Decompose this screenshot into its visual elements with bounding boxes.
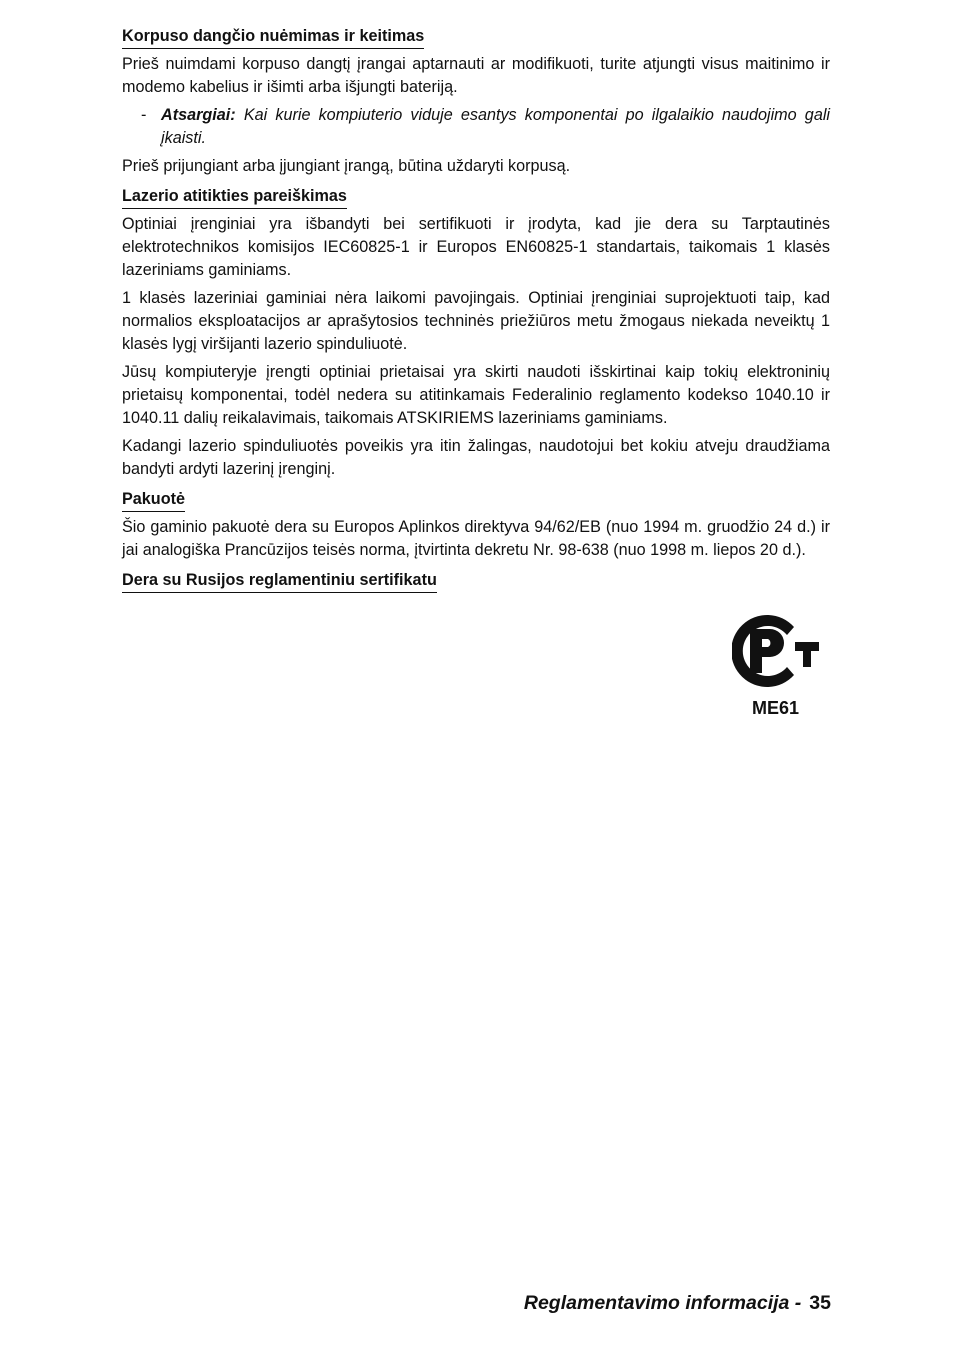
note-dash: -	[141, 106, 147, 124]
body-paragraph: Prieš prijungiant arba įjungiant įrangą, būtina uždaryti korpusą.	[122, 157, 571, 175]
body-paragraph: Jūsų kompiuteryje įrengti optiniai prietaisai yra skirti naudoti išskirtinai kaip tokių elektroninių prietaisų komponentai, todėl nedera su atitinkamais Federalinio reglamento kodekso 1040.10 ir 1040.11 dalių reikalavimais, taikomais ATSKIRIEMS lazeriniams gaminiams.	[122, 363, 830, 427]
section-heading-wrap	[122, 568, 830, 593]
section-heading-wrap	[122, 184, 830, 209]
body-paragraph: Kadangi lazerio spinduliuotės poveikis yra itin žalingas, naudotojui bet kokiu atveju draudžiama bandyti ardyti lazerinį įrenginį.	[122, 437, 830, 478]
section-heading: Lazerio atitikties pareiškimas	[122, 184, 347, 209]
note-text: Kai kurie kompiuterio viduje esantys komponentai po ilgalaikio naudojimo gali įkaisti.	[161, 106, 831, 147]
page-content	[122, 24, 830, 597]
caution-note	[122, 104, 830, 150]
section-heading: Korpuso dangčio nuėmimas ir keitimas	[122, 24, 424, 49]
note-label: Atsargiai:	[161, 106, 236, 124]
body-paragraph: Optiniai įrenginiai yra išbandyti bei sertifikuoti ir įrodyta, kad jie dera su Tarptautinės elektrotechnikos komisijos IEC60825-1 ir Europos EN60825-1 standartais, taikomais 1 klasės lazeriniams gaminiams.	[122, 215, 830, 279]
body-paragraph: Šio gaminio pakuotė dera su Europos Aplinkos direktyva 94/62/EB (nuo 1994 m. gruodžio 24 d.) ir jai analogiška Prancūzijos teisės norma, įtvirtinta dekretu Nr. 98-638 (nuo 1998 m. liepos 20 d.).	[122, 518, 830, 559]
page-footer	[524, 1290, 831, 1316]
body-paragraph: Prieš nuimdami korpuso dangtį įrangai aptarnauti ar modifikuoti, turite atjungti visus maitinimo ir modemo kabelius ir išimti arba išjungti bateriją.	[122, 55, 830, 96]
page-number: 35	[809, 1292, 831, 1314]
note-text-block	[161, 104, 830, 150]
gost-r-pct-mark-icon	[732, 613, 822, 688]
section-heading: Pakuotė	[122, 487, 185, 512]
section-heading: Dera su Rusijos reglamentiniu sertifikatu	[122, 568, 437, 593]
section-heading-wrap	[122, 487, 830, 512]
body-paragraph: 1 klasės lazeriniai gaminiai nėra laikomi pavojingais. Optiniai įrenginiai suprojektuoti taip, kad normalios eksploatacijos ar aprašytosios techninės priežiūros metu žmogaus niekada neveiktų 1 klasės lygį viršijanti lazerio spinduliuotė.	[122, 289, 830, 353]
certification-code: ME61	[752, 698, 800, 718]
section-heading-wrap	[122, 24, 830, 49]
footer-title: Reglamentavimo informacija -	[523, 1292, 802, 1314]
